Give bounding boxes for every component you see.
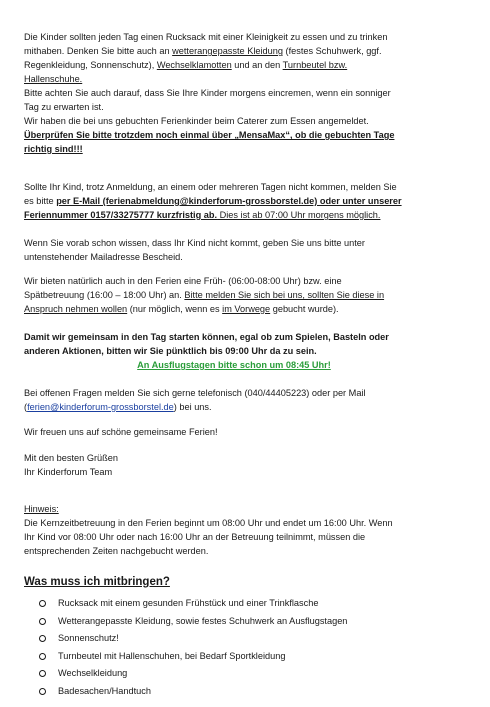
list-item-label: Sonnenschutz! [58, 633, 119, 644]
bullet-icon [39, 635, 46, 642]
text-run: Feriennummer 0157/33275777 kurzfristig ab. [24, 210, 218, 220]
list-item-label: Turnbeutel mit Hallenschuhen, bei Bedarf Sportkleidung [58, 650, 286, 661]
paragraph-extra-care [24, 274, 444, 316]
list-item [24, 614, 347, 632]
text-line: Ihr Kind vor 08:00 Uhr oder nach 16:00 Uhr an der Betreuung teilnimmt, müssen die [24, 532, 366, 542]
list-item [24, 631, 347, 649]
text-line: Wenn Sie vorab schon wissen, dass Ihr Kind nicht kommt, geben Sie uns bitte unter [24, 238, 365, 248]
bullet-icon [39, 618, 46, 625]
list-item-label: Wetterangepasste Kleidung, sowie festes Schuhwerk an Ausflugstagen [58, 615, 348, 626]
excursion-note [24, 358, 444, 372]
text-line [24, 58, 444, 72]
text-run: per E-Mail (ferienabmeldung@kinderforum-grossborstel.de) oder unter unserer [56, 196, 402, 206]
bullet-icon [39, 670, 46, 677]
hinweis-label: Hinweis: [24, 504, 59, 514]
text-run: mithaben. Denken Sie bitte auch an [24, 46, 173, 56]
text-line: Damit wir gemeinsam in den Tag starten können, egal ob zum Spielen, Basteln oder [24, 332, 389, 342]
text-line: Wir haben die bei uns gebuchten Ferienkinder beim Caterer zum Essen angemeldet. [24, 116, 369, 126]
list-item [24, 596, 347, 614]
paragraph-advance-notice [24, 236, 444, 264]
text-line: Bitte achten Sie auch darauf, dass Sie Ihre Kinder morgens eincremen, wenn ein sonniger [24, 88, 391, 98]
paragraph-start-time [24, 330, 444, 372]
text-line: entsprechenden Zeiten nachgebucht werden. [24, 546, 209, 556]
text-line: Die Kinder sollten jeden Tag einen Rucksack mit einer Kleinigkeit zu essen und zu trinken [24, 32, 388, 42]
text-line [24, 400, 444, 414]
text-line: Ihr Kinderforum Team [24, 467, 113, 477]
text-run: Wechselklamotten [156, 60, 232, 70]
text-line [24, 288, 444, 302]
paragraph-closing [24, 425, 444, 439]
text-line: Wir bieten natürlich auch in den Ferien eine Früh- (06:00-08:00 Uhr) bzw. eine [24, 276, 342, 286]
paragraph-cancellation [24, 180, 444, 222]
text-run: ) bei uns. [173, 402, 212, 412]
text-line: Tag zu erwarten ist. [24, 102, 104, 112]
text-run: es bitte [24, 196, 57, 206]
text-line: untenstehender Mailadresse Bescheid. [24, 252, 183, 262]
bullet-icon [39, 600, 46, 607]
checklist [24, 596, 347, 702]
bullet-icon [39, 688, 46, 695]
text-line: richtig sind!!! [24, 144, 83, 154]
paragraph-contact [24, 386, 444, 414]
paragraph-preparation [24, 30, 444, 156]
signature [24, 451, 444, 479]
list-item-label: Rucksack mit einem gesunden Frühstück und einer Trinkflasche [58, 598, 319, 608]
text-line: anderen Aktionen, bitten wir Sie pünktlich bis 09:00 Uhr da zu sein. [24, 346, 317, 356]
text-line: Hallenschuhe. [24, 74, 83, 84]
checklist-heading: Was muss ich mitbringen? [24, 576, 170, 588]
text-run: ( [24, 402, 28, 412]
text-run: Spätbetreuung (16:00 – 18:00 Uhr) an. [24, 290, 185, 300]
text-line: Die Kernzeitbetreuung in den Ferien beginnt um 08:00 Uhr und endet um 16:00 Uhr. Wenn [24, 518, 393, 528]
hinweis-section [24, 502, 444, 558]
list-item [24, 666, 347, 684]
contact-email-link[interactable]: ferien@kinderforum-grossborstel.de [27, 402, 174, 412]
text-line [24, 194, 444, 208]
list-item-label: Wechselkleidung [58, 668, 128, 679]
text-line: Sollte Ihr Kind, trotz Anmeldung, an einem oder mehreren Tagen nicht kommen, melden Sie [24, 182, 397, 192]
text-run: im Vorwege [222, 304, 271, 314]
text-line: Wir freuen uns auf schöne gemeinsame Ferien! [24, 427, 218, 437]
bullet-icon [39, 653, 46, 660]
list-item [24, 684, 347, 702]
text-run: An Ausflugstagen bitte schon um 08:45 Uhr! [137, 360, 331, 370]
text-line [24, 302, 444, 316]
text-run: (festes Schuhwerk, ggf. [282, 46, 382, 56]
text-line: Überprüfen Sie bitte trotzdem noch einmal über „MensaMax“, ob die gebuchten Tage [24, 130, 395, 140]
text-run: Bitte melden Sie sich bei uns, sollten Sie diese in [184, 290, 385, 300]
text-run: wetterangepasste Kleidung [172, 46, 283, 56]
list-item [24, 649, 347, 667]
text-run: Regenkleidung, Sonnenschutz), [24, 60, 157, 70]
text-line: Mit den besten Grüßen [24, 453, 118, 463]
text-run: und an den [231, 60, 283, 70]
list-item-label: Badesachen/Handtuch [58, 685, 151, 696]
text-line: Bei offenen Fragen melden Sie sich gerne telefonisch (040/44405223) oder per Mail [24, 388, 366, 398]
text-run: Turnbeutel bzw. [282, 60, 348, 70]
text-run: (nur möglich, wenn es [127, 304, 223, 314]
text-line [24, 44, 444, 58]
text-run: Dies ist ab 07:00 Uhr morgens möglich. [217, 210, 381, 220]
text-line [24, 208, 444, 222]
text-run: gebucht wurde). [270, 304, 339, 314]
text-run: Anspruch nehmen wollen [24, 304, 128, 314]
